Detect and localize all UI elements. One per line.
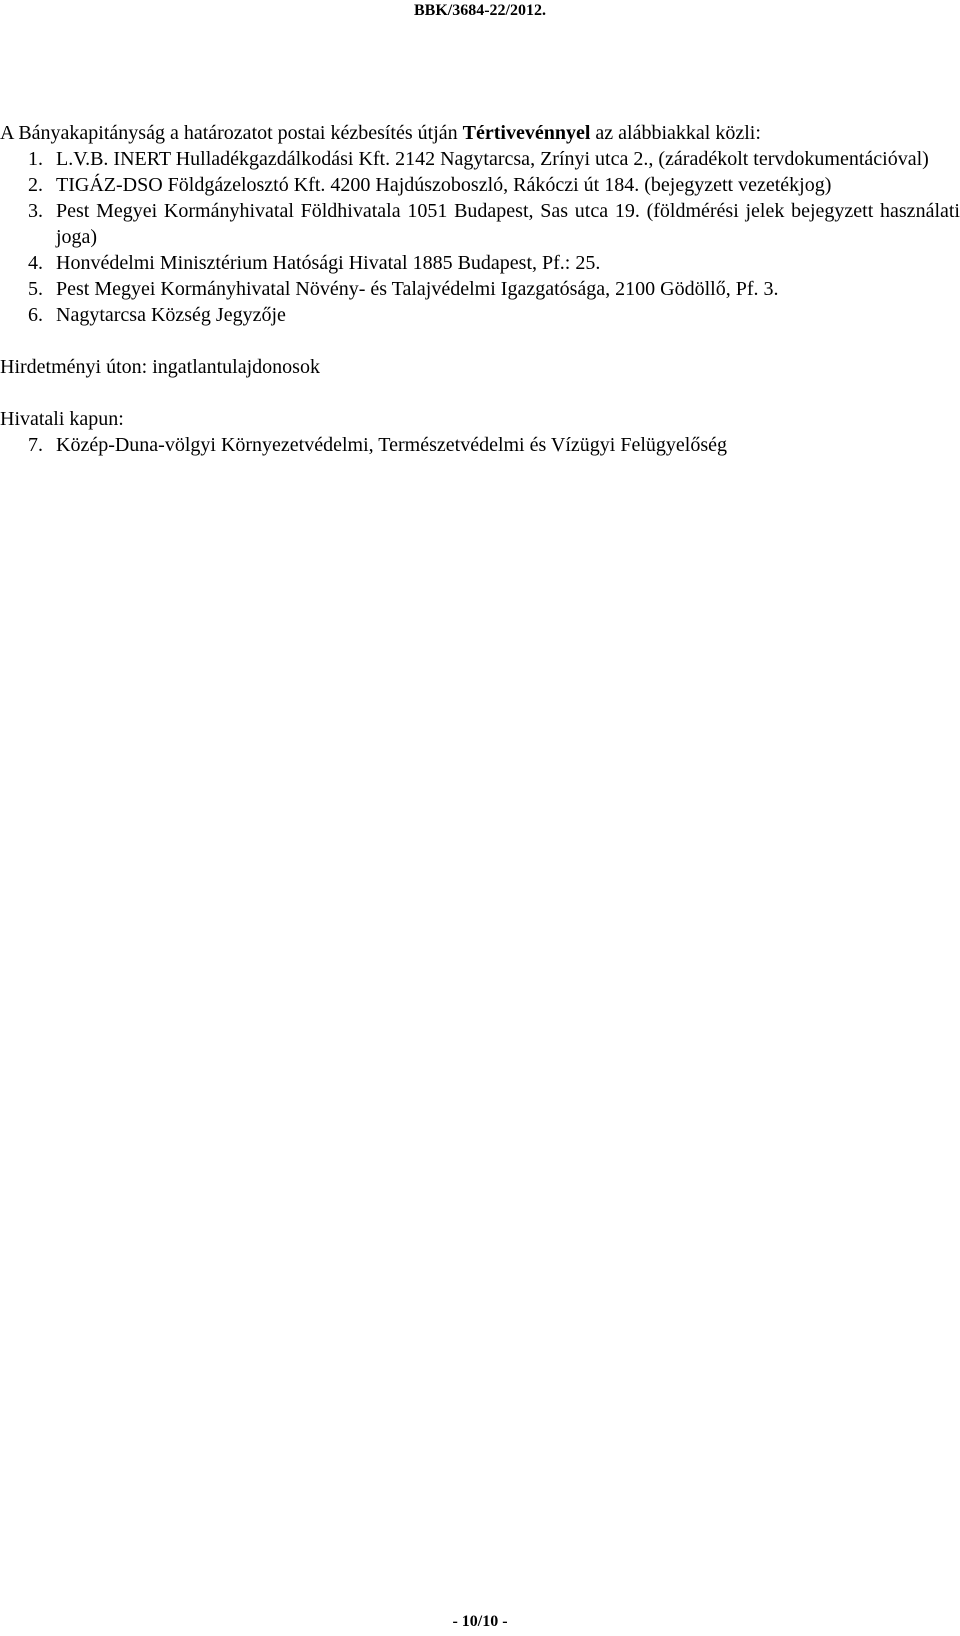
recipient-text: TIGÁZ-DSO Földgázelosztó Kft. 4200 Hajdúszoboszló, Rákóczi út 184. (bejegyzett vezetékjog) <box>56 174 832 196</box>
spacer <box>0 328 960 354</box>
recipient-item-5 <box>28 276 960 302</box>
recipient-item-2 <box>28 172 960 198</box>
page-number-footer: - 10/10 - <box>452 1613 508 1630</box>
intro-text-start: A Bányakapitányság a határozatot postai kézbesítés útján <box>0 122 463 144</box>
office-gateway-item-7 <box>28 432 960 458</box>
recipient-text: Honvédelmi Minisztérium Hatósági Hivatal 1885 Budapest, Pf.: 25. <box>56 252 601 274</box>
document-body <box>0 120 960 458</box>
recipient-number: 7. <box>28 434 43 456</box>
intro-text-end: az alábbiakkal közli: <box>590 122 761 144</box>
recipient-item-3 <box>28 198 960 250</box>
recipient-text: Közép-Duna-völgyi Környezetvédelmi, Természetvédelmi és Vízügyi Felügyelőség <box>56 434 727 456</box>
spacer <box>0 380 960 406</box>
recipient-text: Nagytarcsa Község Jegyzője <box>56 304 286 326</box>
recipient-item-4 <box>28 250 960 276</box>
document-reference-header: BBK/3684-22/2012. <box>413 2 546 19</box>
public-notice-line: Hirdetményi úton: ingatlantulajdonosok <box>0 356 320 378</box>
recipient-number: 3. <box>28 200 43 222</box>
recipient-text: Pest Megyei Kormányhivatal Növény- és Talajvédelmi Igazgatósága, 2100 Gödöllő, Pf. 3. <box>56 278 779 300</box>
recipient-number: 2. <box>28 174 43 196</box>
recipient-number: 1. <box>28 148 43 170</box>
recipient-number: 5. <box>28 278 43 300</box>
office-gateway-label: Hivatali kapun: <box>0 408 124 430</box>
recipient-text: L.V.B. INERT Hulladékgazdálkodási Kft. 2142 Nagytarcsa, Zrínyi utca 2., (záradékolt tervdokumentációval) <box>56 148 929 170</box>
recipient-number: 6. <box>28 304 43 326</box>
recipient-item-1 <box>28 146 960 172</box>
recipient-number: 4. <box>28 252 43 274</box>
intro-delivery-method: Tértivevénnyel <box>462 122 591 144</box>
recipient-item-6 <box>28 302 960 328</box>
recipient-text: Pest Megyei Kormányhivatal Földhivatala 1051 Budapest, Sas utca 19. (földmérési jelek bejegyzett használati joga) <box>56 200 960 248</box>
intro-paragraph <box>0 120 960 146</box>
